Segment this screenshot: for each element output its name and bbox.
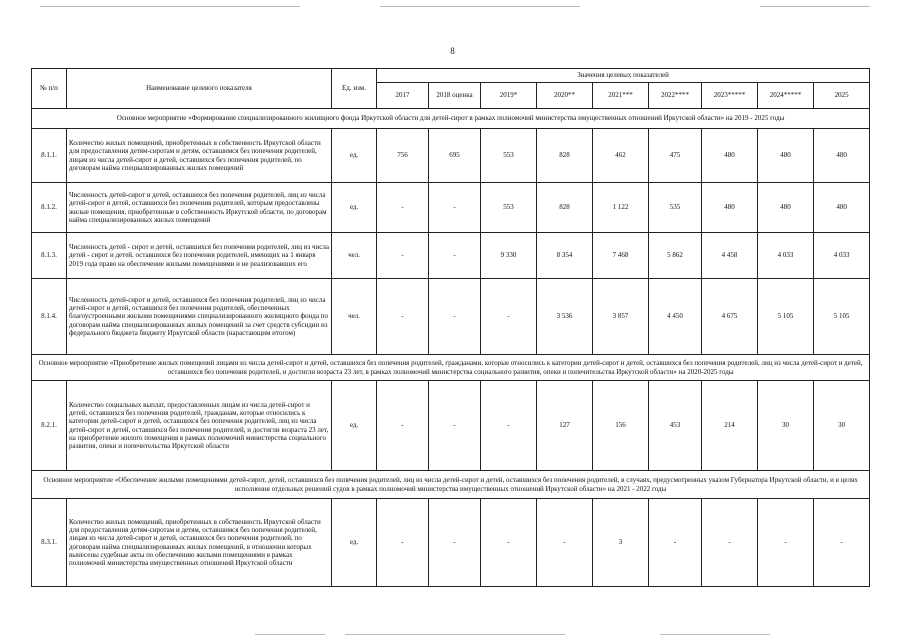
value-cell: -: [649, 499, 702, 587]
section-row: [32, 355, 870, 381]
value-cell: 9 330: [481, 233, 537, 279]
target-indicators-table: [31, 68, 870, 587]
value-cell: 553: [481, 183, 537, 233]
indicator-name: Численность детей - сирот и детей, оставшихся без попечения родителей, лиц из числа детей - сирот и детей, оставшихся без попечения родителей, имеющих на 1 января 2019 года право на обеспечение жилыми помещениями и не реализовавших его: [67, 233, 332, 279]
value-cell: 127: [537, 381, 593, 471]
value-cell: 695: [429, 129, 481, 183]
value-cell: -: [429, 183, 481, 233]
value-cell: 828: [537, 129, 593, 183]
value-cell: -: [429, 381, 481, 471]
value-cell: -: [537, 499, 593, 587]
value-cell: -: [702, 499, 758, 587]
header-year: 2019*: [481, 83, 537, 109]
value-cell: 5 862: [649, 233, 702, 279]
value-cell: 4 033: [758, 233, 814, 279]
value-cell: -: [377, 183, 429, 233]
value-cell: 462: [593, 129, 649, 183]
row-number: 8.1.3.: [32, 233, 67, 279]
bottom-rule-mid: [345, 634, 565, 635]
value-cell: 480: [702, 183, 758, 233]
value-cell: 453: [649, 381, 702, 471]
value-cell: 156: [593, 381, 649, 471]
header-num: № п/п: [32, 69, 67, 109]
row-number: 8.3.1.: [32, 499, 67, 587]
unit-cell: ед.: [332, 129, 377, 183]
indicator-name: Количество социальных выплат, предоставленных лицам из числа детей-сирот и детей, оставшихся без попечения родителей, гражданам, которые относились к категории детей-сирот и детей, оставшихся без попечения родителей, лиц из числа детей-сирот и детей, оставшихся без попечения родителей, и достигли возраста 23 лет, на приобретение жилого помещения в рамках полномочий министерства социального развития, опеки и попечительства Иркутской области: [67, 381, 332, 471]
header-unit: Ед. изм.: [332, 69, 377, 109]
value-cell: 4 458: [702, 233, 758, 279]
header-year: 2020**: [537, 83, 593, 109]
value-cell: 480: [758, 183, 814, 233]
value-cell: -: [481, 499, 537, 587]
value-cell: 214: [702, 381, 758, 471]
value-cell: 7 468: [593, 233, 649, 279]
unit-cell: ед.: [332, 499, 377, 587]
value-cell: 8 354: [537, 233, 593, 279]
top-rule-left: [40, 6, 300, 7]
section-row: [32, 109, 870, 129]
table-body: [32, 109, 870, 587]
unit-cell: чел.: [332, 279, 377, 355]
value-cell: 3: [593, 499, 649, 587]
value-cell: 30: [758, 381, 814, 471]
value-cell: 5 105: [814, 279, 870, 355]
value-cell: -: [377, 279, 429, 355]
row-number: 8.1.1.: [32, 129, 67, 183]
header-year: 2017: [377, 83, 429, 109]
section-row: [32, 471, 870, 499]
top-rule-mid: [380, 6, 580, 7]
unit-cell: ед.: [332, 183, 377, 233]
value-cell: 480: [702, 129, 758, 183]
section-title: Основное мероприятие «Приобретение жилых помещений лицами из числа детей-сирот и детей, оставшихся без попечения родителей, гражданами, которые относились к категории детей-сирот и детей, оставшихся без попечения родителей, лиц из числа детей-сирот и детей, оставшихся без попечения родителей, и достигли возраста 23 лет, в рамках полномочий министерства социального развития, опеки и попечительства Иркутской области» на 2020-2025 годы: [32, 355, 870, 381]
table-row: [32, 129, 870, 183]
page-number: 8: [450, 46, 455, 56]
header-year: 2022****: [649, 83, 702, 109]
top-rule-right: [760, 6, 870, 7]
unit-cell: ед.: [332, 381, 377, 471]
value-cell: 30: [814, 381, 870, 471]
value-cell: 4 450: [649, 279, 702, 355]
bottom-rule-left: [255, 634, 325, 635]
value-cell: 480: [814, 183, 870, 233]
indicator-name: Численность детей-сирот и детей, оставшихся без попечения родителей, лиц из числа детей-сирот и детей, оставшихся без попечения родителей, обеспеченных благоустроенными жилыми помещениями специализированного жилищного фонда по договорам найма специализированных жилых помещений за счет средств субсидии из федерального бюджета бюджету Иркутской области (нарастающим итогом): [67, 279, 332, 355]
bottom-rule-right: [660, 634, 770, 635]
unit-cell: чел.: [332, 233, 377, 279]
row-number: 8.1.2.: [32, 183, 67, 233]
table-row: [32, 381, 870, 471]
value-cell: 535: [649, 183, 702, 233]
value-cell: 553: [481, 129, 537, 183]
value-cell: -: [429, 233, 481, 279]
indicator-name: Количество жилых помещений, приобретенных в собственность Иркутской области для предоставления детям-сиротам и детям, оставшимся без попечения родителей, лицам из числа детей-сирот и детей, оставшихся без попечения родителей, по договорам найма специализированных жилых помещений, в отношении которых вынесены судебные акты по обеспечению жилыми помещениями в рамках полномочий министерства имущественных отношений Иркутской области: [67, 499, 332, 587]
header-name: Наименование целевого показателя: [67, 69, 332, 109]
indicator-name: Численность детей-сирот и детей, оставшихся без попечения родителей, лиц из числа детей-сирот и детей, оставшихся без попечения родителей, которым предоставлены жилые помещения, приобретенные в собственность Иркутской области, по договорам найма специализированных жилых помещений: [67, 183, 332, 233]
section-title: Основное мероприятие «Обеспечение жилыми помещениями детей-сирот, детей, оставшихся без попечения родителей, лиц из числа детей-сирот и детей, оставшихся без попечения родителей, в случаях, предусмотренных указом Губернатора Иркутской области, и в целях исполнения отдельных решений судов в рамках полномочий министерства имущественных отношений Иркутской области» на 2021 - 2022 годы: [32, 471, 870, 499]
value-cell: 3 857: [593, 279, 649, 355]
indicator-name: Количество жилых помещений, приобретенных в собственность Иркутской области для предоставления детям-сиротам и детям, оставшимся без попечения родителей, лицам из числа детей-сирот и детей, оставшихся без попечения родителей, по договорам найма специализированных жилых помещений: [67, 129, 332, 183]
row-number: 8.1.4.: [32, 279, 67, 355]
value-cell: -: [481, 381, 537, 471]
table-row: [32, 499, 870, 587]
value-cell: -: [377, 381, 429, 471]
value-cell: 475: [649, 129, 702, 183]
value-cell: -: [377, 233, 429, 279]
value-cell: -: [814, 499, 870, 587]
table-row: [32, 233, 870, 279]
value-cell: -: [758, 499, 814, 587]
value-cell: -: [481, 279, 537, 355]
value-cell: 480: [758, 129, 814, 183]
section-title: Основное мероприятие «Формирование специализированного жилищного фонда Иркутской области для детей-сирот в рамках полномочий министерства имущественных отношений Иркутской области» на 2019 - 2025 годы: [32, 109, 870, 129]
value-cell: -: [429, 279, 481, 355]
table-row: [32, 279, 870, 355]
row-number: 8.2.1.: [32, 381, 67, 471]
value-cell: -: [429, 499, 481, 587]
header-year: 2024*****: [758, 83, 814, 109]
header-year: 2018 оценка: [429, 83, 481, 109]
header-year: 2025: [814, 83, 870, 109]
value-cell: 1 122: [593, 183, 649, 233]
value-cell: 5 105: [758, 279, 814, 355]
value-cell: -: [377, 499, 429, 587]
value-cell: 4 033: [814, 233, 870, 279]
value-cell: 3 536: [537, 279, 593, 355]
value-cell: 756: [377, 129, 429, 183]
header-year: 2021***: [593, 83, 649, 109]
header-year: 2023*****: [702, 83, 758, 109]
value-cell: 480: [814, 129, 870, 183]
value-cell: 828: [537, 183, 593, 233]
header-values-group: Значения целевых показателей: [377, 69, 870, 83]
value-cell: 4 675: [702, 279, 758, 355]
table-row: [32, 183, 870, 233]
